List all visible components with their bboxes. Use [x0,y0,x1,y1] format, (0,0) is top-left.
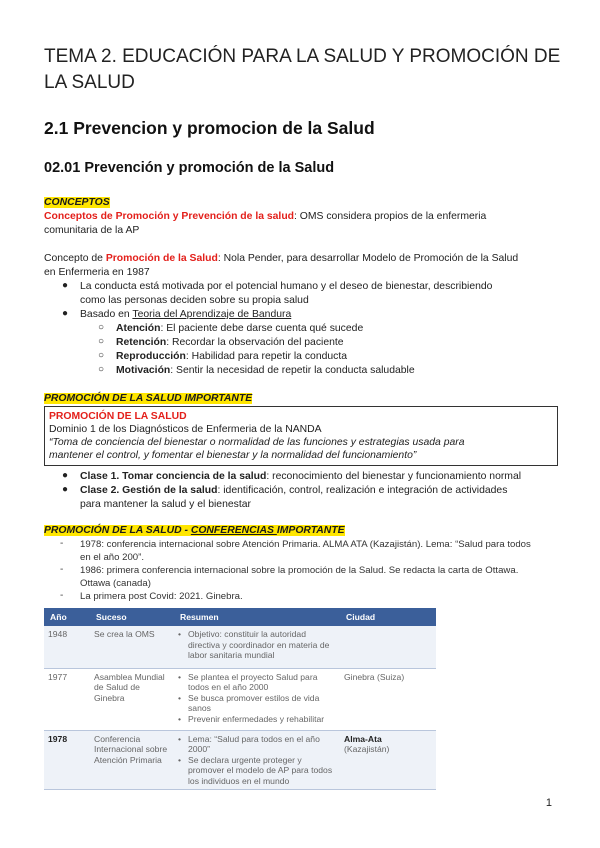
table-row [44,668,436,730]
subsection-heading: 02.01 Prevención y promoción de la Salud [44,160,335,176]
sub-bullet: ○ [98,322,105,333]
col-header-year: Año [44,608,90,626]
dash-bullet: - [60,590,64,601]
cell-suceso: Asamblea Mundial de Salud de Ginebra [90,668,174,730]
sub-bullet: ○ [98,364,105,375]
bullet-dot: ● [62,484,69,495]
col-header-ciudad: Ciudad [340,608,436,626]
conf-item-1978: 1978: conferencia internacional sobre Atención Primaria. ALMA ATA (Kazajistán). Lema: “Salud para todos en el año 200”. [80,539,531,563]
bullet-conducta: La conducta está motivada por el potencial humano y el deseo de bienestar, describiendo como las personas deciden sobre su propia salud [80,281,493,306]
sub-retencion: Retención: Recordar la observación del paciente [116,337,344,348]
table-header-row [44,608,436,626]
cell-ciudad: Alma-Ata (Kazajistán) [340,730,436,790]
cell-ciudad: Ginebra (Suiza) [340,668,436,730]
cell-resumen: • Lema: “Salud para todos en el año 2000” • Se declara urgente proteger y promover el modelo de AP para todos los individuos en el mundo [174,730,340,790]
conceptos-line2: comunitaria de la AP [44,225,140,236]
conf-item-2021: La primera post Covid: 2021. Ginebra. [80,591,243,602]
dash-bullet: - [60,564,64,575]
cell-year: 1977 [44,668,90,730]
conceptos-heading: CONCEPTOS [44,197,110,208]
pender-line2: en Enfermeria en 1987 [44,267,150,278]
bullet-bandura: Basado en Teoria del Aprendizaje de Bandura [80,309,292,320]
bullet-dot: ● [62,280,69,291]
cell-suceso: Conferencia Internacional sobre Atención Primaria [90,730,174,790]
conferences-table [44,608,436,790]
table-row [44,626,436,668]
sub-atencion: Atención: El paciente debe darse cuenta qué sucede [116,323,364,334]
cell-ciudad [340,626,436,668]
bullet-dot: ● [62,470,69,481]
cell-resumen: • Se plantea el proyecto Salud para todos en el año 2000 • Se busca promover estilos de vida sanos • Prevenir enfermedades y rehabilitar [174,668,340,730]
col-header-resumen: Resumen [174,608,340,626]
sub-motivacion: Motivación: Sentir la necesidad de repetir la conducta saludable [116,365,415,376]
clase2: Clase 2. Gestión de la salud: identificación, control, realización e integración de actividades para mantener la salud y el bienestar [80,485,508,510]
pender-line: Concepto de Promoción de la Salud: Nola Pender, para desarrollar Modelo de Promoción de la Salud [44,253,519,264]
conceptos-line: Conceptos de Promoción y Prevención de la salud: OMS considera propios de la enfermeria [44,211,487,222]
sub-bullet: ○ [98,336,105,347]
sub-bullet: ○ [98,350,105,361]
promo-heading: PROMOCIÓN DE LA SALUD IMPORTANTE [44,393,253,404]
document-title: TEMA 2. EDUCACIÓN PARA LA SALUD Y PROMOCIÓN DE LA SALUD [44,46,561,93]
cell-suceso: Se crea la OMS [90,626,174,668]
page-number: 1 [545,797,552,809]
bullet-dot: ● [62,308,69,319]
cell-resumen: • Objetivo: constituir la autoridad directiva y coordinador en materia de labor sanitaria mundial [174,626,340,668]
cell-year: 1978 [44,730,90,790]
clase1: Clase 1. Tomar conciencia de la salud: reconocimiento del bienestar y funcionamiento normal [80,471,522,482]
dash-bullet: - [60,538,64,549]
cell-year: 1948 [44,626,90,668]
conf-item-1986: 1986: primera conferencia internacional sobre la promoción de la Salud. Se redacta la carta de Ottawa. Ottawa (canada) [80,565,519,589]
conferencias-heading: PROMOCIÓN DE LA SALUD - CONFERENCIAS IMPORTANTE [44,525,345,536]
section-heading: 2.1 Prevencion y promocion de la Salud [44,118,375,138]
col-header-suceso: Suceso [90,608,174,626]
sub-reproduccion: Reproducción: Habilidad para repetir la conducta [116,351,348,362]
promo-definition-box: PROMOCIÓN DE LA SALUD Dominio 1 de los Diagnósticos de Enfermeria de la NANDA “Toma de conciencia del bienestar o normalidad de las funciones y estrategias usada para mantener el control, y fomentar el bienestar y la normalidad del funcionamiento” [44,406,558,466]
table-row [44,730,436,790]
